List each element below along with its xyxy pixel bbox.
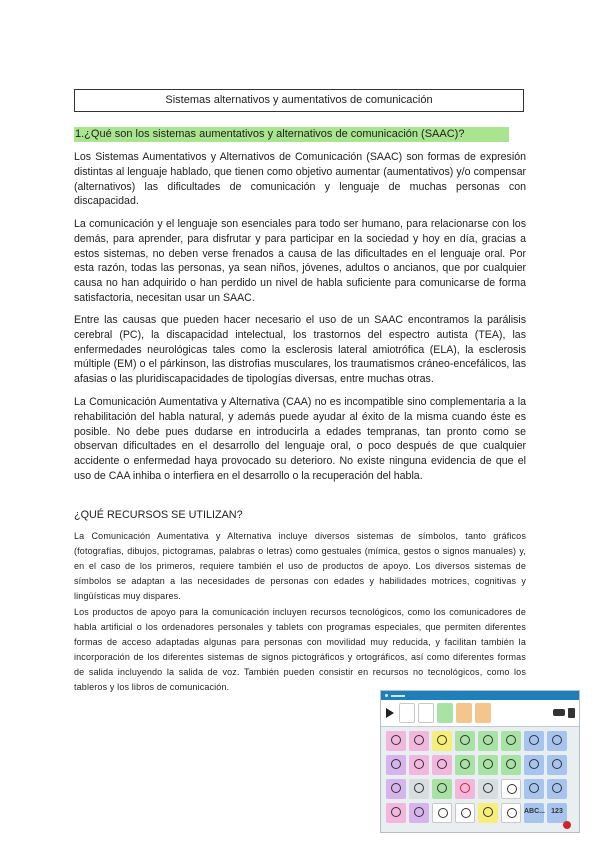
pictogram-tile bbox=[501, 755, 521, 775]
app-corner-badge-icon bbox=[563, 821, 571, 829]
pictogram-tile bbox=[478, 731, 498, 751]
pictogram-tile bbox=[432, 779, 452, 799]
resources-paragraph-2: Los productos de apoyo para la comunicación incluyen recursos tecnológicos, como los comunicadores de habla artificial o los ordenadores personales y tablets con programas especiales, que permiten diferentes formas de acceso adaptadas algunas para personas con movilidad muy reducida, y facilitan también la incorporación de los diferentes sistemas de signos pictográficos y ortográficos, así como diferentes formas de salida incluyendo la salida de voz. También pueden consistir en recursos no tecnológicos, como los tableros y los libros de comunicación. bbox=[74, 607, 526, 692]
pictogram-tile bbox=[409, 755, 429, 775]
pictogram-tile bbox=[432, 731, 452, 751]
pictogram-tile bbox=[386, 755, 406, 775]
pictogram-tile bbox=[455, 779, 475, 799]
pictogram-tile bbox=[478, 803, 498, 823]
pictogram-tile bbox=[524, 779, 544, 799]
pictogram-tile bbox=[409, 731, 429, 751]
resources-heading: ¿QUÉ RECURSOS SE UTILIZAN? bbox=[74, 509, 243, 521]
sentence-pictogram bbox=[437, 703, 453, 723]
pictogram-tile bbox=[386, 779, 406, 799]
app-name-placeholder bbox=[391, 695, 405, 697]
backspace-icon bbox=[553, 709, 565, 716]
pictogram-tile bbox=[501, 731, 521, 751]
pictogram-tile bbox=[547, 731, 567, 751]
paragraph-2: La comunicación y el lenguaje son esenciales para todo ser humano, para relacionarse con los demás, para aprender, para disfrutar y para participar en la sociedad y hoy en día, gracias a estos sistemas, no deben verse frenados a causa de las dificultades en el lenguaje oral. Por esta razón, todas las personas, ya sean niños, jóvenes, adultos o ancianos, que por cualquier causa no han adquirido o han perdido un nivel de habla suficiente para comunicarse de forma satisfactoria, necesitan usar un SAAC. bbox=[74, 218, 526, 304]
document-title: Sistemas alternativos y aumentativos de comunicación bbox=[74, 89, 524, 112]
pictogram-tile bbox=[386, 731, 406, 751]
aac-sentence-bar bbox=[381, 700, 579, 727]
pictogram-tile bbox=[524, 755, 544, 775]
pictogram-tile bbox=[432, 755, 452, 775]
pictogram-tile bbox=[386, 803, 406, 823]
pictogram-tile bbox=[501, 803, 521, 823]
sentence-pictogram bbox=[456, 703, 472, 723]
pictogram-tile bbox=[478, 779, 498, 799]
pictogram-tile bbox=[409, 803, 429, 823]
numbers-tile bbox=[547, 803, 567, 823]
aac-title-bar bbox=[381, 691, 579, 700]
pictogram-tile bbox=[432, 803, 452, 823]
sentence-pictogram bbox=[418, 703, 434, 723]
alphabet-tile-label: ABC... bbox=[524, 808, 545, 815]
trash-icon bbox=[568, 708, 575, 718]
pictogram-tile bbox=[455, 731, 475, 751]
pictogram-tile bbox=[478, 755, 498, 775]
menu-icon bbox=[385, 694, 388, 697]
pictogram-tile bbox=[524, 731, 544, 751]
pictogram-tile bbox=[501, 779, 521, 799]
pictogram-tile bbox=[455, 755, 475, 775]
numbers-tile-label: 123 bbox=[551, 808, 563, 815]
pictogram-tile bbox=[547, 779, 567, 799]
paragraph-3: Entre las causas que pueden hacer necesario el uso de un SAAC encontramos la parálisis cerebral (PC), la discapacidad intelectual, los trastornos del espectro autista (TEA), las enfermedades neurológicas tales como la esclerosis lateral amiotrófica (ELA), la esclerosis múltiple (EM) o el párkinson, las distrofias musculares, los traumatismos cráneo-encefálicos, las afasias o las pluridiscapacidades de tipologías diversas, entre muchas otras. bbox=[74, 314, 526, 386]
sentence-pictogram bbox=[475, 703, 491, 723]
paragraph-1: Los Sistemas Aumentativos y Alternativos de Comunicación (SAAC) son formas de expresión distintas al lenguaje hablado, que tienen como objetivo aumentar (aumentativos) y/o compensar (alternativos) las dificultades de comunicación y lenguaje de muchas personas con discapacidad. bbox=[74, 151, 526, 208]
pictogram-tile bbox=[455, 803, 475, 823]
paragraph-4: La Comunicación Aumentativa y Alternativa (CAA) no es incompatible sino complementaria a la rehabilitación del habla natural, y además puede ayudar al éxito de la misma cuando éste es posible. No debe pues dudarse en introducirla a edades tempranas, tan pronto como se observan dificultades en el desarrollo del lenguaje oral, o poco después de que cualquier accidente o enfermedad haya provocado su deterioro. No existe ninguna evidencia de que el uso de CAA inhiba o interfiera en el desarrollo o la recuperación del habla. bbox=[74, 396, 526, 482]
sentence-pictogram bbox=[399, 703, 415, 723]
play-icon bbox=[386, 708, 394, 718]
pictogram-tile bbox=[409, 779, 429, 799]
aac-pictogram-grid bbox=[381, 727, 579, 827]
alphabet-tile bbox=[524, 803, 544, 823]
resources-paragraph-1: La Comunicación Aumentativa y Alternativa incluye diversos sistemas de símbolos, tanto gráficos (fotografías, dibujos, pictogramas, palabras o letras) como gestuales (mímica, gestos o signos manuales) y, en el caso de los primeros, requiere también el uso de productos de apoyo. Los diversos sistemas de símbolos se adaptan a las necesidades de personas con edades y habilidades motrices, cognitivas y lingüísticas muy dispares. bbox=[74, 531, 526, 601]
aac-app-screenshot bbox=[380, 690, 580, 833]
section-heading: 1.¿Qué son los sistemas aumentativos y alternativos de comunicación (SAAC)? bbox=[74, 127, 509, 142]
pictogram-tile bbox=[547, 755, 567, 775]
